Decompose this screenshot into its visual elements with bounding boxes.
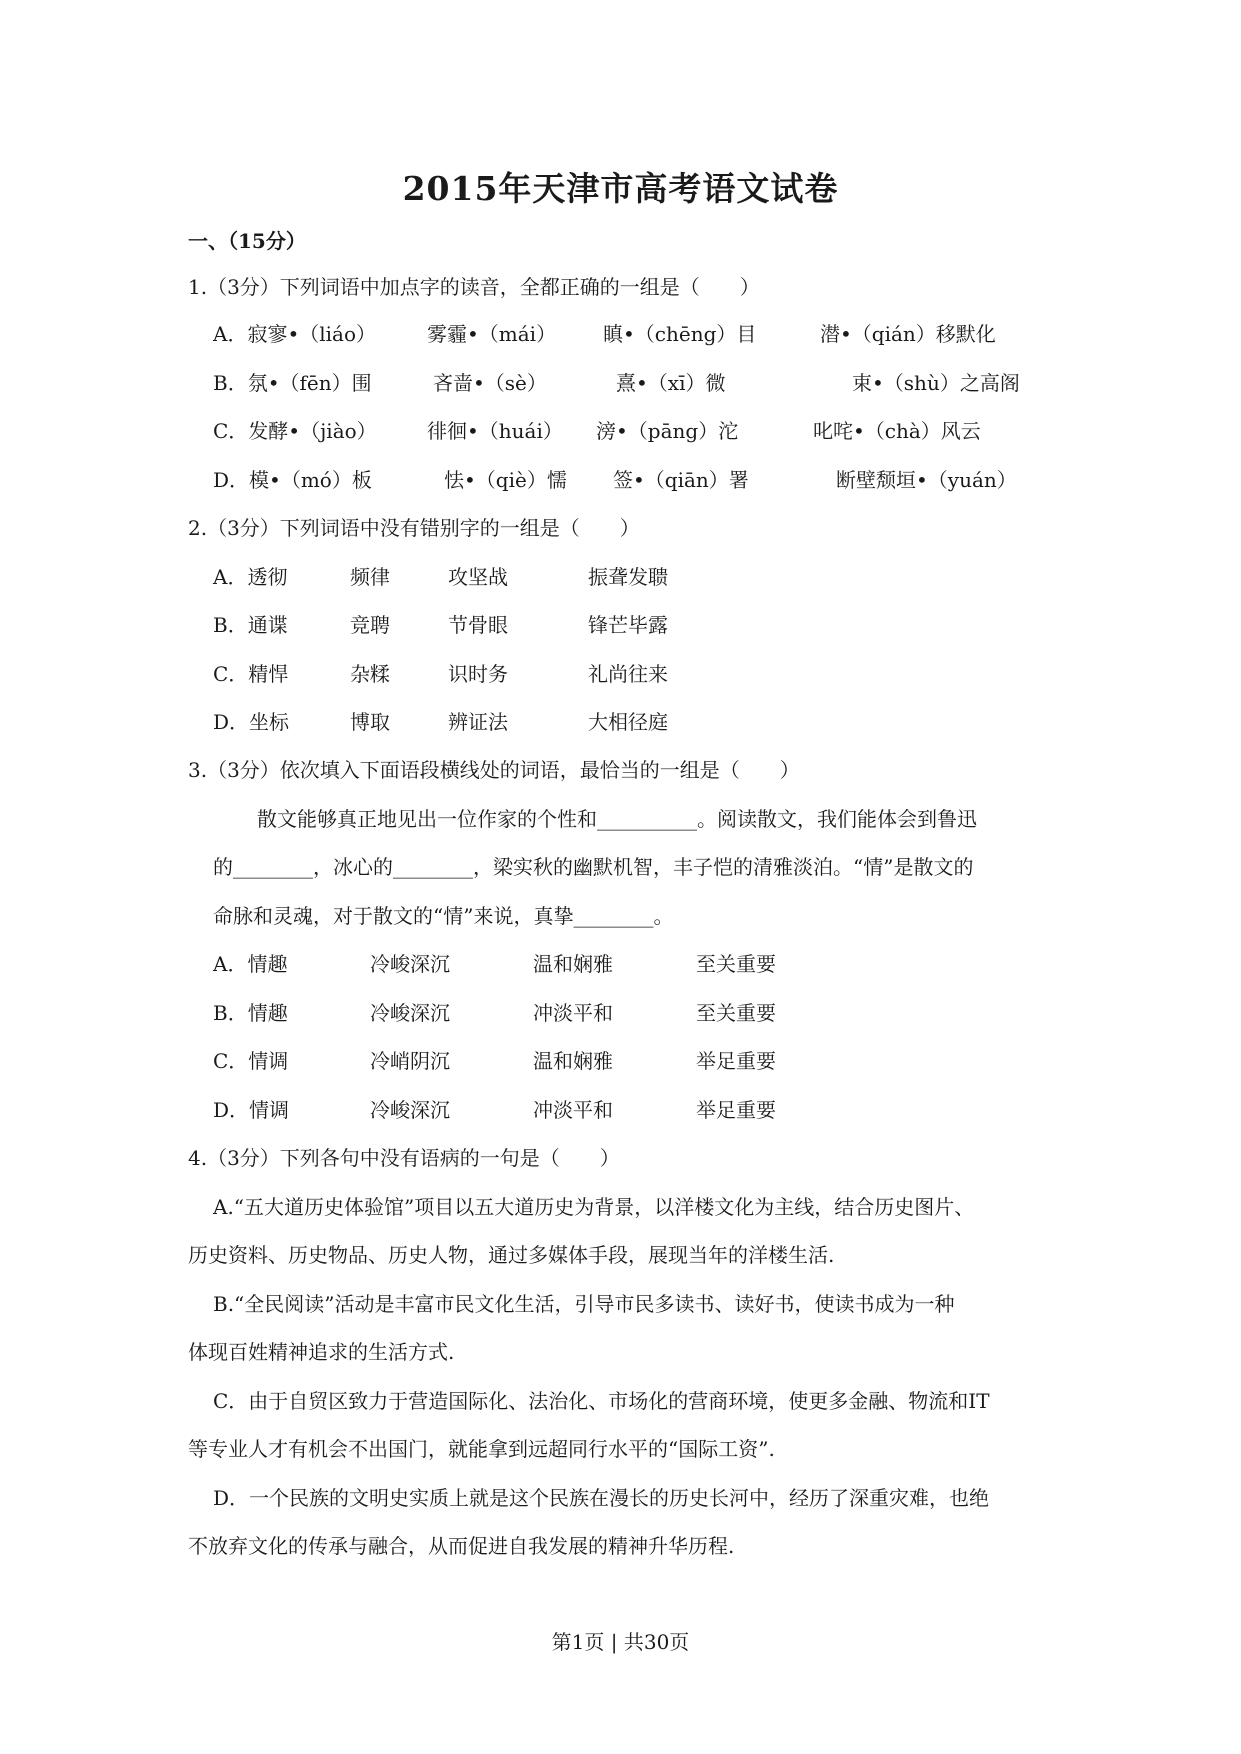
question-1-stem: 1.（3分）下列词语中加点字的读音，全都正确的一组是（ ） [188,275,760,299]
option-cell: 温和娴雅 [533,1049,613,1073]
option-cell: 签•（qiān）署 [613,468,749,492]
passage-line: 散文能够真正地见出一位作家的个性和__________。阅读散文，我们能体会到鲁迅 [257,807,977,831]
passage-line: 的________，冰心的________，梁实秋的幽默机智，丰子恺的清雅淡泊。“情”是散文的 [213,855,974,879]
option-cell: C．情调 [213,1049,289,1073]
option-cell: 杂糅 [350,662,390,686]
option-cell: 频律 [350,565,390,589]
option-cell: 吝啬•（sè） [433,371,547,395]
option-cell: A．透彻 [213,565,288,589]
option-cell: 温和娴雅 [533,952,613,976]
option-cell: B．氛•（fēn）围 [213,371,372,395]
option-cell: 熹•（xī）微 [616,371,726,395]
option-line: 不放弃文化的传承与融合，从而促进自我发展的精神升华历程. [188,1534,735,1558]
option-cell: 礼尚往来 [588,662,668,686]
section-heading: 一、（15分） [188,229,306,253]
option-line: C．由于自贸区致力于营造国际化、法治化、市场化的营商环境，使更多金融、物流和IT [213,1389,990,1413]
option-cell: 冲淡平和 [533,1098,613,1122]
option-cell: 冷峻深沉 [370,1098,450,1122]
option-line: 历史资料、历史物品、历史人物，通过多媒体手段，展现当年的洋楼生活. [188,1243,835,1267]
option-cell: 冷峻深沉 [370,952,450,976]
option-cell: C．精悍 [213,662,289,686]
option-cell: 怯•（qiè）懦 [444,468,567,492]
option-cell: 至关重要 [696,1001,776,1025]
option-line: 体现百姓精神追求的生活方式. [188,1340,455,1364]
option-cell: 滂•（pāng）沱 [596,419,739,443]
option-cell: D．情调 [213,1098,290,1122]
option-cell: 大相径庭 [588,710,668,734]
option-cell: D．坐标 [213,710,290,734]
option-cell: 束•（shù）之高阁 [852,371,1020,395]
option-cell: B．通谍 [213,613,288,637]
option-cell: 振聋发聩 [588,565,668,589]
option-cell: D．模•（mó）板 [213,468,372,492]
option-cell: 雾霾•（mái） [427,322,557,346]
option-line: B.“全民阅读”活动是丰富市民文化生活，引导市民多读书、读好书，使读书成为一种 [213,1292,955,1316]
option-cell: A．情趣 [213,952,288,976]
option-line: A.“五大道历史体验馆”项目以五大道历史为背景，以洋楼文化为主线，结合历史图片、 [213,1195,975,1219]
option-cell: 潜•（qián）移默化 [820,322,996,346]
option-line: D．一个民族的文明史实质上就是这个民族在漫长的历史长河中，经历了深重灾难，也绝 [213,1486,990,1510]
option-cell: 识时务 [448,662,508,686]
option-cell: A．寂寥•（liáo） [213,322,376,346]
option-cell: B．情趣 [213,1001,288,1025]
option-cell: 至关重要 [696,952,776,976]
option-cell: 竞聘 [350,613,390,637]
option-cell: 攻坚战 [448,565,508,589]
option-cell: 断壁颓垣•（yuán） [836,468,1017,492]
page-footer: 第1页 | 共30页 [551,1630,690,1654]
option-cell: 举足重要 [696,1049,776,1073]
option-cell: 冷峻深沉 [370,1001,450,1025]
option-cell: 举足重要 [696,1098,776,1122]
option-line: 等专业人才有机会不出国门，就能拿到远超同行水平的“国际工资”. [188,1437,775,1461]
option-cell: 冷峭阴沉 [370,1049,450,1073]
question-2-stem: 2.（3分）下列词语中没有错别字的一组是（ ） [188,516,640,540]
question-3-stem: 3.（3分）依次填入下面语段横线处的词语，最恰当的一组是（ ） [188,758,800,782]
option-cell: C．发酵•（jiào） [213,419,377,443]
option-cell: 锋芒毕露 [588,613,668,637]
option-cell: 辨证法 [448,710,508,734]
page-title: 2015年天津市高考语文试卷 [402,169,839,208]
option-cell: 徘徊•（huái） [427,419,563,443]
option-cell: 瞋•（chēng）目 [603,322,757,346]
option-cell: 冲淡平和 [533,1001,613,1025]
passage-line: 命脉和灵魂，对于散文的“情”来说，真挚________。 [213,904,674,928]
option-cell: 节骨眼 [448,613,508,637]
option-cell: 叱咤•（chà）风云 [813,419,981,443]
question-4-stem: 4.（3分）下列各句中没有语病的一句是（ ） [188,1146,620,1170]
option-cell: 博取 [350,710,390,734]
